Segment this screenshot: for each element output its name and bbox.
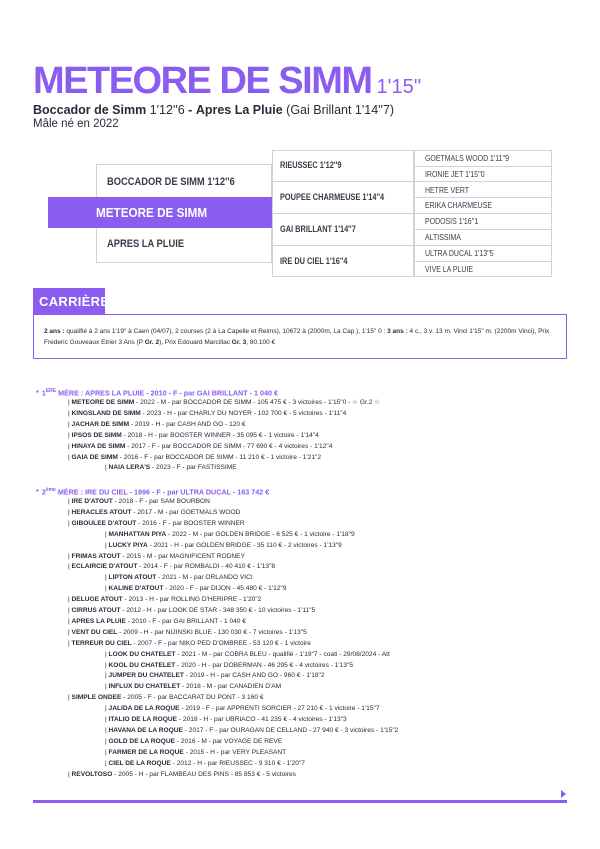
descendant-row: | LIPTON ATOUT - 2021 - M - par ORLANDO VICI [105, 574, 253, 582]
descendant-row: | MANHATTAN PIYA - 2022 - M - par GOLDEN BRIDGE - 6 525 € - 1 victoire - 1'18"9 [105, 530, 355, 538]
descendant-details: - 2016 - F - par BOCCADOR DE SIMM - 11 210 € - 1 victoire - 1'21"2 [117, 453, 322, 461]
pedigree-gen3-5: PODOSIS 1'16''1 [425, 216, 479, 226]
descendant-row: | ECLAIRCIE D'ATOUT - 2014 - F - par ROMBALDI - 40 410 € - 1'13"8 [68, 563, 276, 571]
descendant-details: - 2023 - H - par CHARLY DU NOYER - 102 700 € - 5 victoires - 1'11"4 [140, 409, 347, 417]
dam-detail: (Gai Brillant 1'14''7) [286, 103, 395, 117]
next-arrow-icon[interactable] [561, 790, 566, 798]
descendant-row: | APRES LA PLUIE - 2010 - F - par GAI BRILLANT - 1 040 € [68, 617, 246, 625]
descendant-name: ECLAIRCIE D'ATOUT [71, 563, 138, 571]
descendant-row: | KOOL DU CHATELET - 2020 - H - par DOBERMAN - 46 295 € - 4 victoires - 1'13"5 [105, 661, 354, 669]
descendant-row: | JALIDA DE LA ROQUE - 2019 - F - par APPRENTI SORCIER - 27 210 € - 1 victoire - 1'15"7 [105, 705, 380, 713]
descendant-name: IPSOS DE SIMM [71, 431, 122, 439]
pedigree-gen3-7: ULTRA DUCAL 1'13''5 [425, 248, 494, 258]
horse-name: METEORE DE SIMM [33, 60, 372, 102]
descendant-details: - 2013 - H - par ROLLING D'HERIPRE - 1'20"2 [122, 596, 262, 604]
pedigree-gen2-4: IRE DU CIEL 1'16''4 [280, 256, 348, 266]
descendant-name: METEORE DE SIMM [71, 399, 135, 406]
descendant-row: | NAIA LERA'S - 2023 - F - par FASTISSIME [105, 464, 237, 472]
descendant-details: - 2018 - M - par CANADIEN D'AM [180, 683, 282, 691]
descendant-details: - 2019 - F - par APPRENTI SORCIER - 27 210 € - 1 victoire - 1'15"7 [179, 705, 380, 713]
descendant-row: | JACHAR DE SIMM - 2019 - H - par CASH AND GO - 120 € [68, 420, 246, 428]
descendant-details: - 2018 - H - par BOOSTER WINNER - 35 095 € - 1 victoire - 1'14"4 [121, 431, 319, 439]
descendant-details: - 2023 - F - par FASTISSIME [150, 464, 237, 472]
descendant-details: - 2018 - F - par SAM BOURBON [112, 498, 210, 505]
mere1-header: * 1ERE MÈRE : APRES LA PLUIE - 2010 - F - par GAI BRILLANT - 1 040 € [36, 388, 279, 398]
descendant-details: - 2016 - F - par BOOSTER WINNER [136, 519, 245, 527]
descendant-details: - 2016 - M - par VOYAGE DE REVE [174, 737, 283, 745]
pedigree-line [33, 103, 394, 117]
descendant-row: | REVOLTOSO - 2005 - H - par FLAMBEAU DES PINS - 85 853 € - 5 victoires [68, 770, 296, 778]
descendant-name: GAIA DE SIMM [71, 453, 118, 461]
descendant-row: | HERACLES ATOUT - 2017 - M - par GOETMALS WOOD [68, 508, 241, 516]
horse-record: 1'15'' [376, 76, 422, 98]
descendant-name: SIMPLE ONDEE [71, 694, 122, 702]
descendant-details: - 2005 - F - par BACCARAT DU PONT - 3 160 € [121, 694, 264, 702]
pedigree-gen3-1: GOETMALS WOOD 1'11''9 [425, 153, 510, 163]
descendant-name: VENT DU CIEL [71, 628, 118, 636]
descendant-name: REVOLTOSO [71, 770, 113, 778]
descendant-name: FRIMAS ATOUT [71, 552, 121, 560]
pedigree-dam: APRES LA PLUIE [107, 238, 185, 250]
descendant-details: - 2021 - H - par GOLDEN BRIDGE - 35 110 € - 2 victoires - 1'13"9 [147, 541, 342, 549]
descendant-details: - 2017 - M - par GOETMALS WOOD [131, 508, 241, 516]
sex-birth: Mâle né en 2022 [33, 118, 119, 130]
descendant-name: GIBOULEE D'ATOUT [71, 519, 137, 527]
descendant-details: - 2017 - F - par BOCCADOR DE SIMM - 77 690 € - 4 victoires - 1'12"4 [125, 442, 333, 450]
descendant-row: | GIBOULEE D'ATOUT - 2016 - F - par BOOSTER WINNER [68, 519, 245, 527]
descendant-details: - 2022 - M - par GOLDEN BRIDGE - 6 525 € - 1 victoire - 1'18"9 [166, 530, 355, 538]
descendant-name: LUCKY PIYA [108, 541, 148, 549]
sire-name: Boccador de Simm [33, 103, 147, 117]
pedigree-gen3-8: VIVE LA PLUIE [425, 264, 474, 274]
descendant-row: | LOOK DU CHATELET - 2021 - M - par COBRA BLEU - qualifié - 1'19"7 - coati - 29/08/2024 - Att [105, 650, 390, 658]
descendant-row: | IPSOS DE SIMM - 2018 - H - par BOOSTER WINNER - 35 095 € - 1 victoire - 1'14"4 [68, 431, 319, 439]
descendant-row: | METEORE DE SIMM - 2022 - M - par BOCCADOR DE SIMM - 105 475 € - 3 victoires - 1'15"0 - ☆ Gr.2 ☆ [68, 399, 381, 406]
descendant-row: | IRE D'ATOUT - 2018 - F - par SAM BOURBON [68, 498, 210, 505]
pedigree-horse-name: METEORE DE SIMM [96, 205, 208, 220]
descendant-row: | CIEL DE LA ROQUE - 2012 - H - par RIEUSSEC - 9 310 € - 1'20"7 [105, 759, 305, 767]
descendant-name: KINGSLAND DE SIMM [71, 409, 141, 417]
descendant-row: | DELUGE ATOUT - 2013 - H - par ROLLING D'HERIPRE - 1'20"2 [68, 596, 262, 604]
descendant-details: - 2021 - M - par COBRA BLEU - qualifié - 1'19"7 - coati - 29/08/2024 - Att [175, 650, 390, 658]
descendant-name: FARMER DE LA ROQUE [108, 748, 184, 756]
descendant-name: GOLD DE LA ROQUE [108, 737, 175, 745]
descendant-name: HERACLES ATOUT [71, 508, 132, 516]
descendant-name: CIEL DE LA ROQUE [108, 759, 171, 767]
pedigree-gen2-2: POUPEE CHARMEUSE 1'14''4 [280, 192, 385, 202]
descendant-details: - 2020 - H - par DOBERMAN - 46 295 € - 4 victoires - 1'13"5 [175, 661, 354, 669]
career-box [33, 314, 567, 359]
descendant-row: | ITALIO DE LA ROQUE - 2018 - H - par UBRIACO - 41 235 € - 4 victoires - 1'13"3 [105, 716, 347, 723]
descendant-name: APRES LA PLUIE [71, 617, 126, 625]
descendant-details: - 2005 - H - par FLAMBEAU DES PINS - 85 853 € - 5 victoires [112, 770, 296, 778]
descendant-details: - 2014 - F - par ROMBALDI - 40 410 € - 1'13"8 [137, 563, 276, 571]
descendant-name: JACHAR DE SIMM [71, 420, 130, 428]
descendant-details: - 2012 - H - par LOOK DE STAR - 348 350 € - 10 victoires - 1'11"5 [120, 607, 316, 614]
sep: - [188, 103, 193, 117]
descendant-row: | VENT DU CIEL - 2009 - H - par NIJINSKI BLUE - 130 030 € - 7 victoires - 1'13"5 [68, 628, 307, 636]
descendant-row: | KINGSLAND DE SIMM - 2023 - H - par CHARLY DU NOYER - 102 700 € - 5 victoires - 1'11"4 [68, 409, 347, 417]
bottom-rule [33, 800, 567, 803]
pedigree-gen2-3: GAI BRILLANT 1'14''7 [280, 224, 356, 234]
descendant-details: - 2015 - H - par VERY PLEASANT [183, 748, 287, 756]
descendant-details: - 2010 - F - par GAI BRILLANT - 1 040 € [125, 617, 246, 625]
descendant-name: KALINE D'ATOUT [108, 585, 164, 593]
pedigree-gen3-4: ERIKA CHARMEUSE [425, 200, 493, 210]
descendant-details: - 2009 - H - par NIJINSKI BLUE - 130 030 € - 7 victoires - 1'13"5 [117, 628, 307, 636]
descendant-details: - 2017 - F - par OURAGAN DE CELLAND - 27 940 € - 3 victoires - 1'15"2 [182, 726, 399, 734]
descendant-details: - 2022 - M - par BOCCADOR DE SIMM - 105 475 € - 3 victoires - 1'15"0 - ☆ Gr.2 ☆ [134, 399, 381, 406]
pedigree-gen2-1: RIEUSSEC 1'12''9 [280, 160, 342, 170]
descendant-row: | SIMPLE ONDEE - 2005 - F - par BACCARAT DU PONT - 3 160 € [68, 694, 264, 702]
descendant-row: | KALINE D'ATOUT - 2020 - F - par DIJON - 45 480 € - 1'12"9 [105, 585, 287, 593]
descendant-row: | TERREUR DU CIEL - 2007 - F - par NIKO PED D'OMBREE - 53 120 € - 1 victoire [68, 639, 311, 647]
descendant-details: - 2019 - H - par CASH AND GO - 120 € [129, 420, 246, 428]
pedigree-gen3-6: ALTISSIMA [425, 232, 461, 242]
descendant-details: - 2021 - M - par ORLANDO VICI [156, 574, 253, 582]
descendant-name: KOOL DU CHATELET [108, 661, 176, 669]
descendant-name: MANHATTAN PIYA [108, 530, 167, 538]
descendant-row: | FRIMAS ATOUT - 2015 - M - par MAGNIFICENT RODNEY [68, 552, 245, 560]
descendant-name: JALIDA DE LA ROQUE [108, 705, 180, 713]
descendant-details: - 2018 - H - par UBRIACO - 41 235 € - 4 victoires - 1'13"3 [177, 716, 347, 723]
descendant-row: | HINAYA DE SIMM - 2017 - F - par BOCCADOR DE SIMM - 77 690 € - 4 victoires - 1'12"4 [68, 442, 333, 450]
descendant-details: - 2012 - H - par RIEUSSEC - 9 310 € - 1'20"7 [170, 759, 305, 767]
career-label: CARRIÈRE [39, 294, 110, 309]
descendant-row: | INFLUX DU CHATELET - 2018 - M - par CANADIEN D'AM [105, 683, 282, 691]
pedigree-sire: BOCCADOR DE SIMM 1'12''6 [107, 176, 235, 188]
descendant-name: TERREUR DU CIEL [71, 639, 132, 647]
descendant-row: | LUCKY PIYA - 2021 - H - par GOLDEN BRIDGE - 35 110 € - 2 victoires - 1'13"9 [105, 541, 342, 549]
descendant-details: - 2007 - F - par NIKO PED D'OMBREE - 53 120 € - 1 victoire [131, 639, 311, 647]
dam-name: Apres La Pluie [195, 103, 283, 117]
descendant-name: ITALIO DE LA ROQUE [108, 716, 178, 723]
descendant-details: - 2015 - M - par MAGNIFICENT RODNEY [120, 552, 245, 560]
mere2-header: * 2ème MÈRE : IRE DU CIEL - 1996 - F - par ULTRA DUCAL - 163 742 € [36, 487, 270, 497]
descendant-row: | FARMER DE LA ROQUE - 2015 - H - par VERY PLEASANT [105, 748, 287, 756]
career-tab [33, 288, 110, 314]
sire-record: 1'12''6 [149, 103, 185, 117]
descendant-row: | CIRRUS ATOUT - 2012 - H - par LOOK DE STAR - 348 350 € - 10 victoires - 1'11"5 [68, 607, 316, 614]
descendant-name: LOOK DU CHATELET [108, 650, 176, 658]
descendant-name: INFLUX DU CHATELET [108, 683, 181, 691]
descendant-name: HAVANA DE LA ROQUE [108, 726, 183, 734]
descendant-name: HINAYA DE SIMM [71, 442, 126, 450]
descendant-name: CIRRUS ATOUT [71, 607, 121, 614]
descendant-row: | JUMPER DU CHATELET - 2019 - H - par CASH AND GO - 960 € - 1'18"2 [105, 672, 325, 680]
descendant-name: NAIA LERA'S [108, 464, 151, 472]
descendant-details: - 2020 - F - par DIJON - 45 480 € - 1'12"9 [163, 585, 287, 593]
descendant-row: | GAIA DE SIMM - 2016 - F - par BOCCADOR DE SIMM - 11 210 € - 1 victoire - 1'21"2 [68, 453, 322, 461]
pedigree-horse-band [48, 197, 272, 228]
descendant-name: JUMPER DU CHATELET [108, 672, 184, 680]
descendant-details: - 2019 - H - par CASH AND GO - 960 € - 1'18"2 [183, 672, 325, 680]
descendant-row: | HAVANA DE LA ROQUE - 2017 - F - par OURAGAN DE CELLAND - 27 940 € - 3 victoires - 1'15"2 [105, 726, 399, 734]
career-text: 2 ans : qualifié à 2 ans 1'19" à Caen (04/07), 2 courses (2 à La Capelle et Reims), 10672 à (2000m, La Cap.), 1'15" 0 : 3 ans : 4 c., 3 v. 13 m. Vinci 1'15" m. (2200m Vinci), Prix Frederic Gouveaux Etrier 3 Ans (P Gr. 2), Prix Edouard Marcillac Gr. 3, 80.100 € [44, 328, 550, 346]
descendant-name: LIPTON ATOUT [108, 574, 157, 582]
pedigree-gen3-2: IRONIE JET 1'15''0 [425, 169, 485, 179]
descendant-name: DELUGE ATOUT [71, 596, 123, 604]
page-title [33, 62, 421, 100]
descendant-row: | GOLD DE LA ROQUE - 2016 - M - par VOYAGE DE REVE [105, 737, 283, 745]
pedigree-gen3-3: HETRE VERT [425, 185, 470, 195]
descendant-name: IRE D'ATOUT [71, 498, 113, 505]
